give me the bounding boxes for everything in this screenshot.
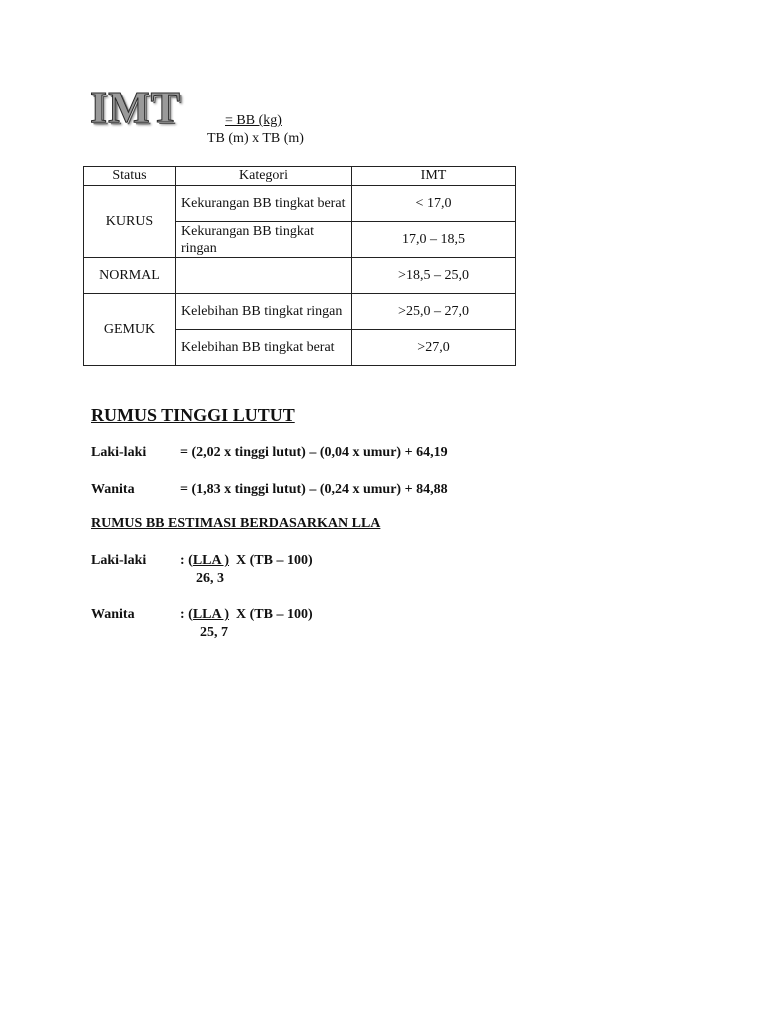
- imt-cell: >25,0 – 27,0: [352, 294, 516, 330]
- bb-lla-laki-formula: [180, 553, 313, 569]
- formula-numerator: [225, 113, 282, 129]
- column-header-imt: IMT: [352, 167, 516, 186]
- bb-lla-laki-prefix: : (: [180, 553, 193, 568]
- status-cell-kurus: KURUS: [84, 186, 176, 258]
- status-cell-normal: NORMAL: [84, 258, 176, 294]
- tinggi-lutut-laki-formula: = (2,02 x tinggi lutut) – (0,04 x umur) + 64,19: [180, 445, 448, 460]
- bb-lla-laki-label: Laki-laki: [91, 553, 147, 568]
- bb-lla-laki-numerator: LLA ): [192, 553, 230, 568]
- imt-table: [83, 166, 516, 366]
- tinggi-lutut-wanita-label: Wanita: [91, 482, 135, 497]
- bb-lla-laki-denominator: 26, 3: [196, 571, 224, 586]
- bb-lla-laki-suffix: X (TB – 100): [236, 553, 313, 568]
- tinggi-lutut-wanita-formula: = (1,83 x tinggi lutut) – (0,24 x umur) + 84,88: [180, 482, 448, 497]
- imt-cell: 17,0 – 18,5: [352, 222, 516, 258]
- table-row: [84, 294, 516, 330]
- kategori-cell: Kekurangan BB tingkat ringan: [176, 222, 352, 258]
- table-header-row: [84, 167, 516, 186]
- tinggi-lutut-laki-label: Laki-laki: [91, 445, 147, 460]
- bb-lla-wanita-formula: [180, 607, 313, 623]
- bb-lla-wanita-prefix: : (: [180, 607, 193, 622]
- bb-lla-wanita-suffix: X (TB – 100): [236, 607, 313, 622]
- imt-cell: < 17,0: [352, 186, 516, 222]
- table-row: [84, 186, 516, 222]
- bb-lla-wanita-numerator: LLA ): [192, 607, 230, 622]
- kategori-cell: Kelebihan BB tingkat ringan: [176, 294, 352, 330]
- imt-cell: >18,5 – 25,0: [352, 258, 516, 294]
- imt-title: IMT: [90, 83, 181, 132]
- formula-denominator: TB (m) x TB (m): [207, 131, 304, 146]
- bb-lla-heading: RUMUS BB ESTIMASI BERDASARKAN LLA: [91, 516, 381, 531]
- kategori-cell: Kekurangan BB tingkat berat: [176, 186, 352, 222]
- column-header-kategori: Kategori: [176, 167, 352, 186]
- tinggi-lutut-heading: RUMUS TINGGI LUTUT: [91, 405, 295, 425]
- bb-lla-wanita-denominator: 25, 7: [200, 625, 228, 640]
- bb-lla-wanita-label: Wanita: [91, 607, 135, 622]
- kategori-cell: Kelebihan BB tingkat berat: [176, 330, 352, 366]
- table-row: [84, 258, 516, 294]
- imt-cell: >27,0: [352, 330, 516, 366]
- kategori-cell: [176, 258, 352, 294]
- column-header-status: Status: [84, 167, 176, 186]
- status-cell-gemuk: GEMUK: [84, 294, 176, 366]
- formula-numerator-text: = BB (kg): [225, 113, 282, 128]
